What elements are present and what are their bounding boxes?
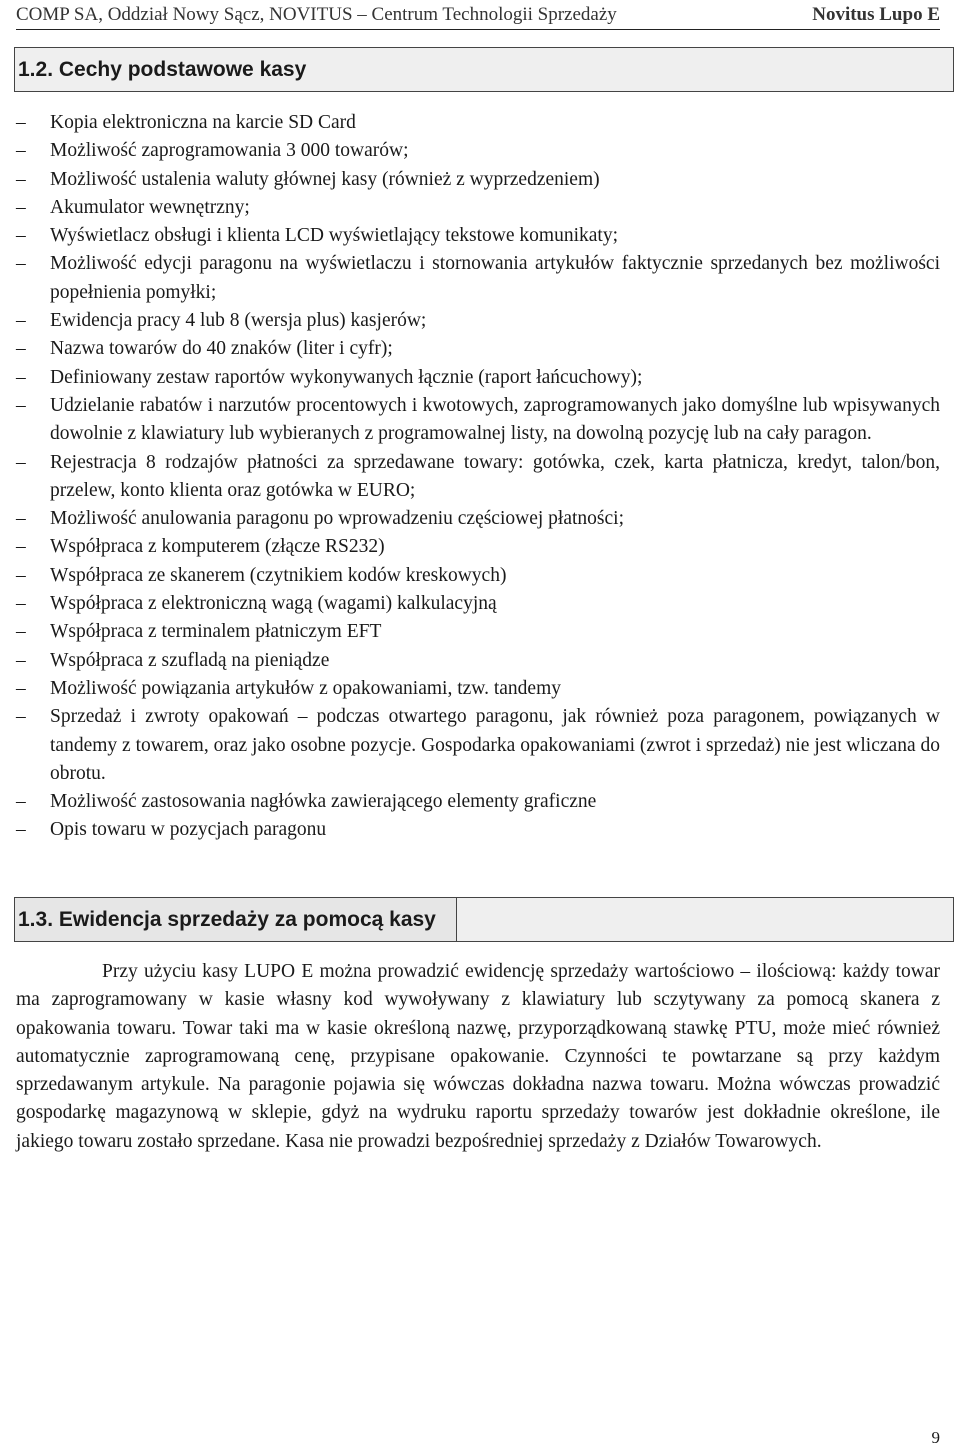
list-item: – Możliwość anulowania paragonu po wprowadzeniu częściowej płatności; <box>16 505 940 533</box>
section-1-2-title: 1.2. Cechy podstawowe kasy <box>18 58 307 81</box>
list-item: – Możliwość zaprogramowania 3 000 towarów; <box>16 137 940 165</box>
section-1-3-paragraph: Przy użyciu kasy LUPO E można prowadzić ewidencję sprzedaży wartościowo – ilościową: każdy towar ma zaprogramowany w kasie własny kod wywoływany z klawiatury lub sczytywany za pomocą skanera z opakowania towaru. Towar taki ma w kasie określoną nazwę, przyporządkowaną stawkę PTU, może mieć również automatycznie zaprogramowaną cenę, przypisane opakowanie. Czynności te powtarzane są przy każdym sprzedawanym artykule. Na paragonie pojawia się wówczas dokładna nazwa towaru. Można wówczas prowadzić gospodarkę magazynową w sklepie, gdyż na wydruku raportu sprzedaży towarów jest dokładnie określone, ile jakiego towaru zostało sprzedane. Kasa nie prowadzi bezpośredniej sprzedaży z Działów Towarowych. <box>16 961 940 1152</box>
list-item: – Współpraca z elektroniczną wagą (wagami) kalkulacyjną <box>16 590 940 618</box>
list-item: – Kopia elektroniczna na karcie SD Card <box>16 109 940 137</box>
list-item: – Wyświetlacz obsługi i klienta LCD wyświetlający tekstowe komunikaty; <box>16 222 940 250</box>
list-item: – Ewidencja pracy 4 lub 8 (wersja plus) kasjerów; <box>16 307 940 335</box>
list-item: – Możliwość edycji paragonu na wyświetlaczu i stornowania artykułów faktycznie sprzedanych bez możliwości popełnienia pomyłki; <box>16 250 940 307</box>
list-item: – Współpraca z komputerem (złącze RS232) <box>16 533 940 561</box>
section-1-3-title: 1.3. Ewidencja sprzedaży za pomocą kasy <box>15 898 457 941</box>
list-item: – Możliwość ustalenia waluty głównej kasy (również z wyprzedzeniem) <box>16 166 940 194</box>
header-company: COMP SA, Oddział Nowy Sącz, NOVITUS – Centrum Technologii Sprzedaży <box>16 4 617 25</box>
page-header <box>16 3 940 30</box>
list-item: – Nazwa towarów do 40 znaków (liter i cyfr); <box>16 335 940 363</box>
section-1-3-heading <box>14 897 954 942</box>
list-item: – Definiowany zestaw raportów wykonywanych łącznie (raport łańcuchowy); <box>16 364 940 392</box>
list-item: – Udzielanie rabatów i narzutów procentowych i kwotowych, zaprogramowanych jako domyślne lub wpisywanych dowolnie z klawiatury lub wybieranych z programowalnej listy, na dowolną pozycję lub na cały paragon. <box>16 392 940 449</box>
features-list <box>16 109 940 845</box>
list-item: – Sprzedaż i zwroty opakowań – podczas otwartego paragonu, jak również poza paragonem, powiązanych w tandemy z towarem, oraz jako osobne pozycje. Gospodarka opakowaniami (zwrot i sprzedaż) nie jest wliczana do obrotu. <box>16 703 940 788</box>
list-item: – Akumulator wewnętrzny; <box>16 194 940 222</box>
list-item: – Opis towaru w pozycjach paragonu <box>16 816 940 844</box>
list-item: – Możliwość powiązania artykułów z opakowaniami, tzw. tandemy <box>16 675 940 703</box>
list-item: – Współpraca z terminalem płatniczym EFT <box>16 618 940 646</box>
list-item: – Rejestracja 8 rodzajów płatności za sprzedawane towary: gotówka, czek, karta płatnicza, kredyt, talon/bon, przelew, konto klienta oraz gotówka w EURO; <box>16 449 940 506</box>
list-item: – Możliwość zastosowania nagłówka zawierającego elementy graficzne <box>16 788 940 816</box>
header-product: Novitus Lupo E <box>812 4 940 25</box>
section-1-2-heading <box>14 47 954 92</box>
page-number: 9 <box>931 1428 940 1447</box>
list-item: – Współpraca ze skanerem (czytnikiem kodów kreskowych) <box>16 562 940 590</box>
list-item: – Współpraca z szufladą na pieniądze <box>16 647 940 675</box>
